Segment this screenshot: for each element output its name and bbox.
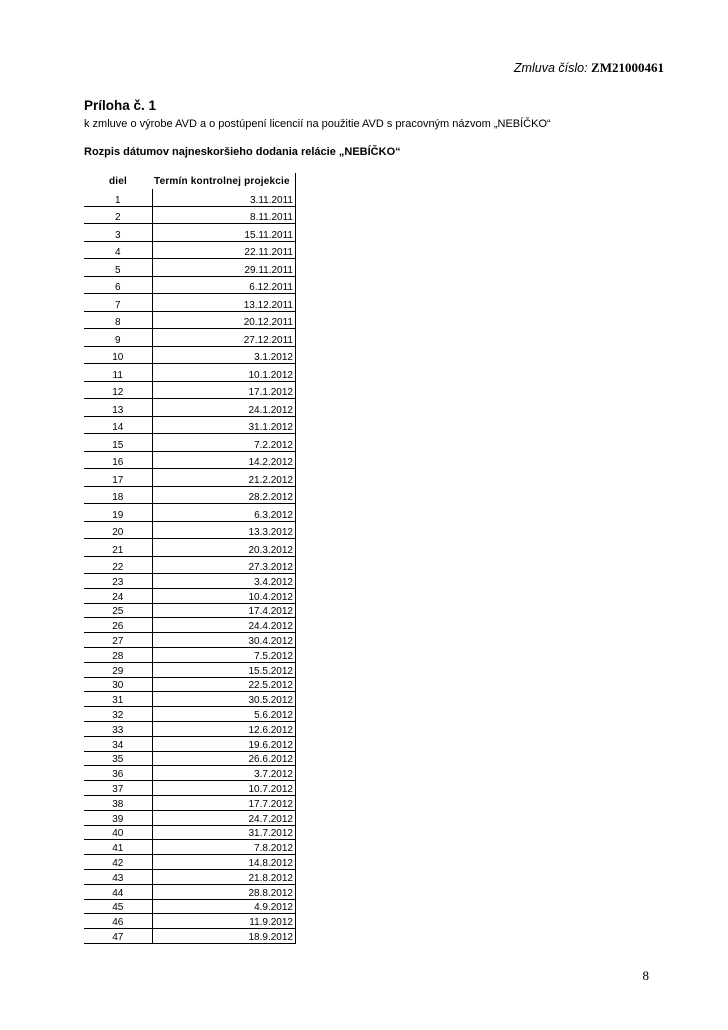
- table-row: [84, 825, 296, 840]
- schedule-heading: Rozpis dátumov najneskoršieho dodania relácie „NEBÍČKO“: [84, 146, 401, 158]
- diel-cell: 28: [84, 647, 152, 662]
- date-cell: 22.11.2011: [152, 241, 296, 259]
- table-row: [84, 574, 296, 589]
- table-row: [84, 677, 296, 692]
- date-cell: 21.2.2012: [152, 469, 296, 487]
- diel-cell: 24: [84, 588, 152, 603]
- table-row: [84, 884, 296, 899]
- table-row: [84, 736, 296, 751]
- date-cell: 7.2.2012: [152, 434, 296, 452]
- date-cell: 7.8.2012: [152, 840, 296, 855]
- date-cell: 10.7.2012: [152, 781, 296, 796]
- table-row: [84, 399, 296, 417]
- table-row: [84, 556, 296, 574]
- table-row: [84, 795, 296, 810]
- date-cell: 15.11.2011: [152, 224, 296, 242]
- table-row: [84, 311, 296, 329]
- date-cell: 31.7.2012: [152, 825, 296, 840]
- diel-cell: 42: [84, 855, 152, 870]
- diel-cell: 27: [84, 633, 152, 648]
- table-row: [84, 189, 296, 206]
- date-cell: 3.7.2012: [152, 766, 296, 781]
- table-row: [84, 855, 296, 870]
- table-row: [84, 633, 296, 648]
- date-cell: 8.11.2011: [152, 206, 296, 224]
- date-cell: 18.9.2012: [152, 929, 296, 944]
- table-row: [84, 721, 296, 736]
- table-row: [84, 241, 296, 259]
- date-cell: 10.4.2012: [152, 588, 296, 603]
- date-cell: 4.9.2012: [152, 899, 296, 914]
- date-cell: 28.8.2012: [152, 884, 296, 899]
- header-termin: Termín kontrolnej projekcie: [152, 173, 296, 189]
- diel-cell: 39: [84, 810, 152, 825]
- table-row: [84, 329, 296, 347]
- diel-cell: 7: [84, 294, 152, 312]
- table-row: [84, 539, 296, 557]
- table-row: [84, 521, 296, 539]
- date-cell: 21.8.2012: [152, 869, 296, 884]
- date-cell: 17.4.2012: [152, 603, 296, 618]
- table-row: [84, 692, 296, 707]
- date-cell: 3.1.2012: [152, 346, 296, 364]
- table-header-row: [84, 173, 296, 189]
- table-row: [84, 416, 296, 434]
- contract-label: Zmluva číslo:: [513, 61, 588, 75]
- date-cell: 31.1.2012: [152, 416, 296, 434]
- date-cell: 15.5.2012: [152, 662, 296, 677]
- diel-cell: 46: [84, 914, 152, 929]
- table-row: [84, 346, 296, 364]
- diel-cell: 18: [84, 486, 152, 504]
- table-row: [84, 224, 296, 242]
- diel-cell: 4: [84, 241, 152, 259]
- date-cell: 20.12.2011: [152, 311, 296, 329]
- diel-cell: 3: [84, 224, 152, 242]
- page-number: 8: [642, 968, 649, 983]
- diel-cell: 16: [84, 451, 152, 469]
- diel-cell: 37: [84, 781, 152, 796]
- date-cell: 30.5.2012: [152, 692, 296, 707]
- diel-cell: 11: [84, 364, 152, 382]
- date-cell: 27.12.2011: [152, 329, 296, 347]
- date-cell: 19.6.2012: [152, 736, 296, 751]
- date-cell: 10.1.2012: [152, 364, 296, 382]
- date-cell: 14.2.2012: [152, 451, 296, 469]
- table-row: [84, 899, 296, 914]
- annex-title: Príloha č. 1: [84, 98, 157, 113]
- diel-cell: 9: [84, 329, 152, 347]
- diel-cell: 25: [84, 603, 152, 618]
- table-row: [84, 603, 296, 618]
- date-cell: 6.12.2011: [152, 276, 296, 294]
- table-row: [84, 294, 296, 312]
- table-row: [84, 840, 296, 855]
- diel-cell: 6: [84, 276, 152, 294]
- date-cell: 24.1.2012: [152, 399, 296, 417]
- date-cell: 3.4.2012: [152, 574, 296, 589]
- date-cell: 6.3.2012: [152, 504, 296, 522]
- diel-cell: 1: [84, 189, 152, 206]
- diel-cell: 33: [84, 721, 152, 736]
- date-cell: 24.7.2012: [152, 810, 296, 825]
- table-row: [84, 469, 296, 487]
- diel-cell: 32: [84, 707, 152, 722]
- diel-cell: 45: [84, 899, 152, 914]
- table-row: [84, 276, 296, 294]
- diel-cell: 2: [84, 206, 152, 224]
- diel-cell: 23: [84, 574, 152, 589]
- diel-cell: 26: [84, 618, 152, 633]
- table-row: [84, 766, 296, 781]
- date-cell: 27.3.2012: [152, 556, 296, 574]
- table-row: [84, 662, 296, 677]
- contract-reference: [514, 60, 664, 76]
- table-row: [84, 751, 296, 766]
- diel-cell: 5: [84, 259, 152, 277]
- table-body: [84, 189, 296, 943]
- diel-cell: 19: [84, 504, 152, 522]
- date-cell: 5.6.2012: [152, 707, 296, 722]
- date-cell: 24.4.2012: [152, 618, 296, 633]
- diel-cell: 10: [84, 346, 152, 364]
- table-row: [84, 451, 296, 469]
- date-cell: 12.6.2012: [152, 721, 296, 736]
- diel-cell: 44: [84, 884, 152, 899]
- table-row: [84, 206, 296, 224]
- diel-cell: 30: [84, 677, 152, 692]
- diel-cell: 31: [84, 692, 152, 707]
- table-row: [84, 381, 296, 399]
- diel-cell: 35: [84, 751, 152, 766]
- table-row: [84, 259, 296, 277]
- contract-number: ZM21000461: [591, 60, 664, 75]
- date-cell: 14.8.2012: [152, 855, 296, 870]
- table-row: [84, 810, 296, 825]
- table-row: [84, 618, 296, 633]
- table-row: [84, 434, 296, 452]
- annex-subtitle: k zmluve o výrobe AVD a o postúpení licencií na použitie AVD s pracovným názvom „NEBÍČKO“: [84, 118, 551, 130]
- date-cell: 7.5.2012: [152, 647, 296, 662]
- date-cell: 17.1.2012: [152, 381, 296, 399]
- diel-cell: 36: [84, 766, 152, 781]
- diel-cell: 12: [84, 381, 152, 399]
- header-diel: diel: [108, 175, 128, 187]
- diel-cell: 13: [84, 399, 152, 417]
- diel-cell: 41: [84, 840, 152, 855]
- diel-cell: 34: [84, 736, 152, 751]
- date-cell: 30.4.2012: [152, 633, 296, 648]
- diel-cell: 38: [84, 795, 152, 810]
- table-row: [84, 707, 296, 722]
- diel-cell: 14: [84, 416, 152, 434]
- diel-cell: 8: [84, 311, 152, 329]
- table-row: [84, 781, 296, 796]
- diel-cell: 22: [84, 556, 152, 574]
- diel-cell: 40: [84, 825, 152, 840]
- schedule-table: [84, 173, 296, 944]
- diel-cell: 47: [84, 929, 152, 944]
- table-row: [84, 869, 296, 884]
- diel-cell: 15: [84, 434, 152, 452]
- table-row: [84, 504, 296, 522]
- date-cell: 28.2.2012: [152, 486, 296, 504]
- date-cell: 13.12.2011: [152, 294, 296, 312]
- diel-cell: 21: [84, 539, 152, 557]
- table-row: [84, 647, 296, 662]
- date-cell: 11.9.2012: [152, 914, 296, 929]
- diel-cell: 29: [84, 662, 152, 677]
- table-row: [84, 486, 296, 504]
- date-cell: 20.3.2012: [152, 539, 296, 557]
- diel-cell: 43: [84, 869, 152, 884]
- table-row: [84, 588, 296, 603]
- diel-cell: 20: [84, 521, 152, 539]
- table-row: [84, 914, 296, 929]
- date-cell: 3.11.2011: [152, 189, 296, 206]
- date-cell: 13.3.2012: [152, 521, 296, 539]
- table-row: [84, 364, 296, 382]
- date-cell: 17.7.2012: [152, 795, 296, 810]
- table-row: [84, 929, 296, 944]
- diel-cell: 17: [84, 469, 152, 487]
- date-cell: 26.6.2012: [152, 751, 296, 766]
- date-cell: 29.11.2011: [152, 259, 296, 277]
- date-cell: 22.5.2012: [152, 677, 296, 692]
